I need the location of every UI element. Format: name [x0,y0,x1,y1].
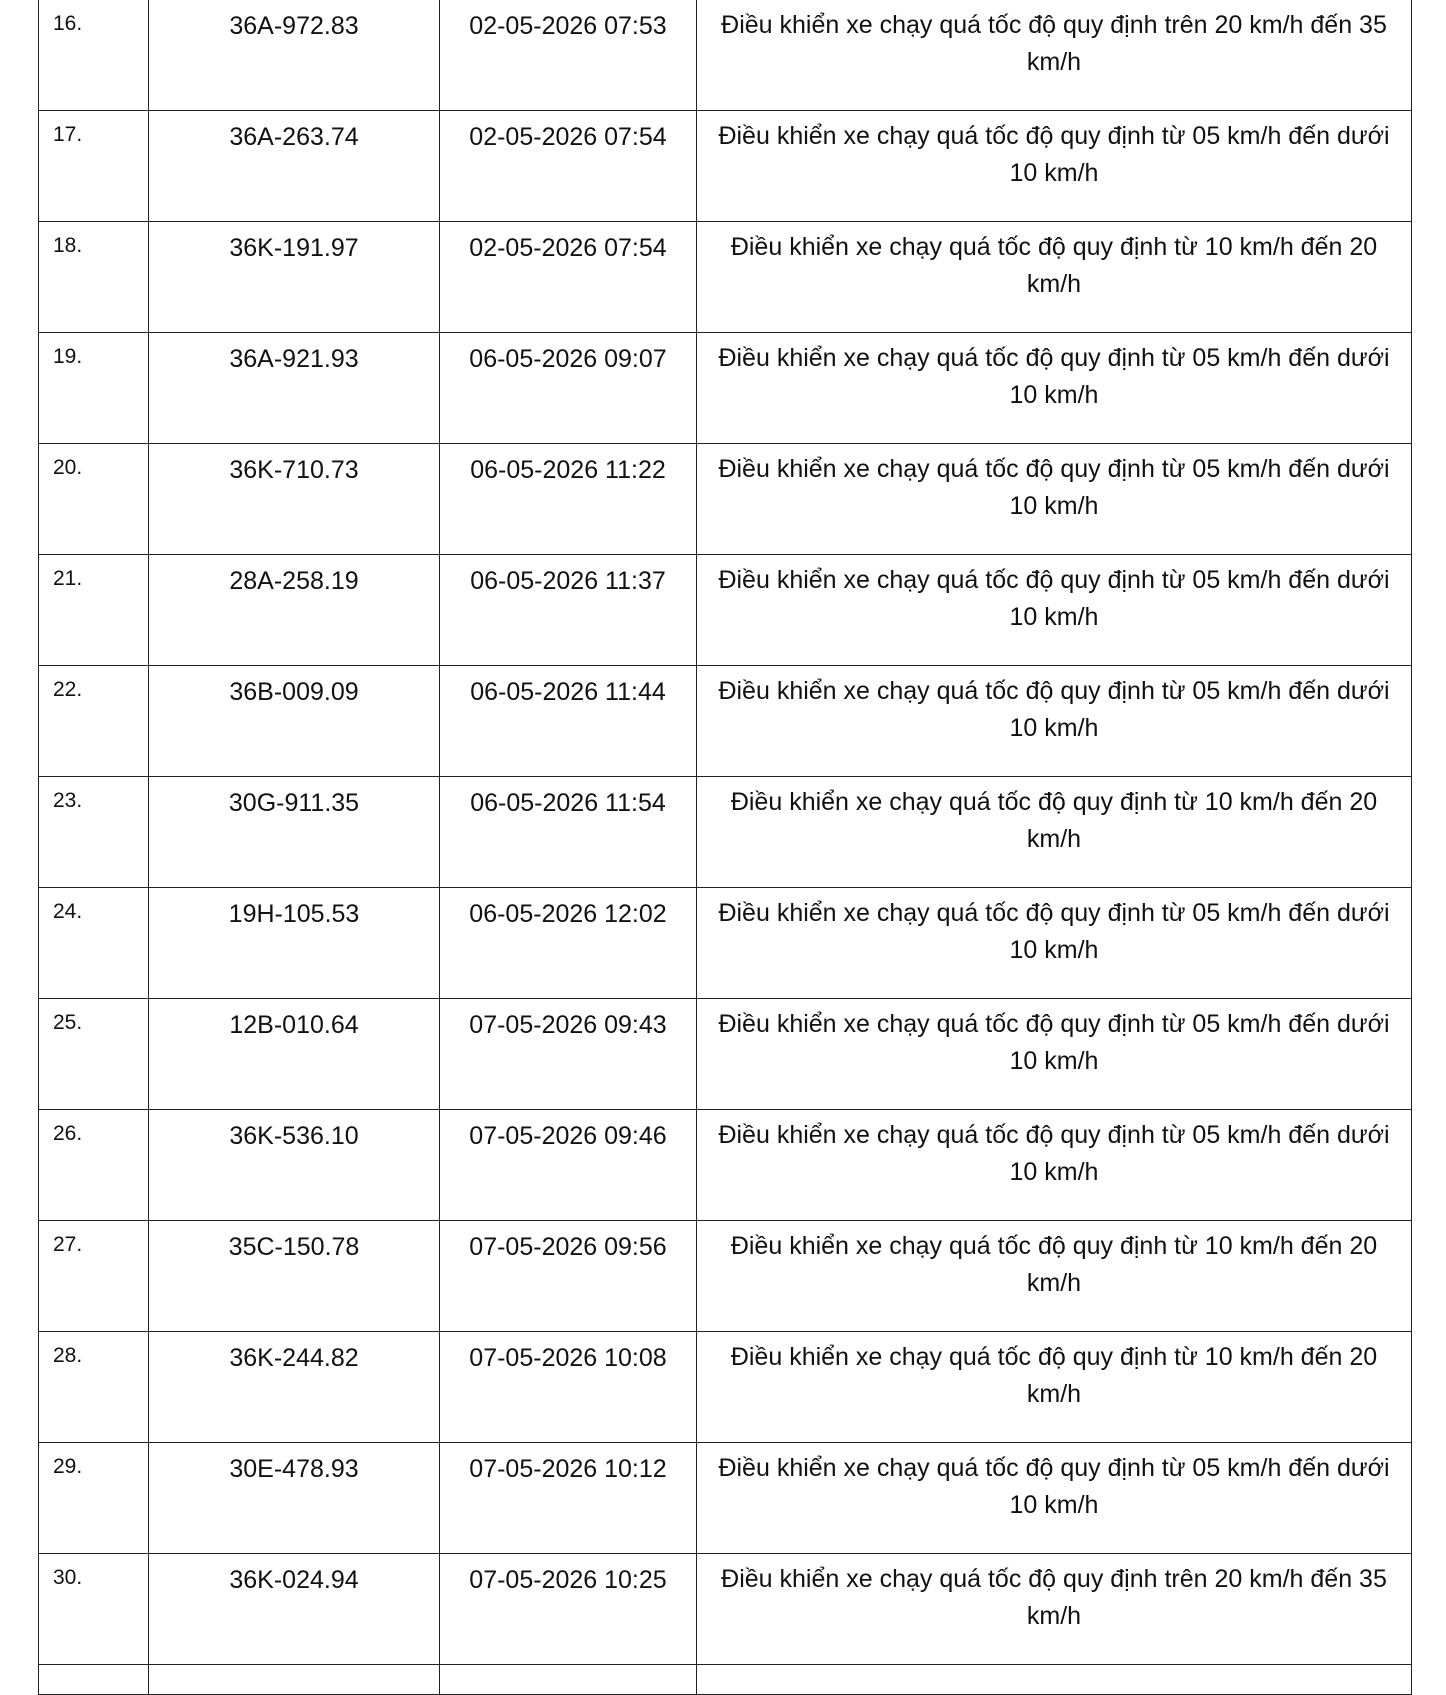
violation-time: 06-05-2026 11:44 [440,666,697,777]
row-number: 24. [39,888,149,999]
violation-description: Điều khiển xe chạy quá tốc độ quy định từ 10 km/h đến 20 km/h [697,777,1412,888]
row-number: 23. [39,777,149,888]
violation-description: Điều khiển xe chạy quá tốc độ quy định từ 05 km/h đến dưới 10 km/h [697,1110,1412,1221]
violation-description: Điều khiển xe chạy quá tốc độ quy định từ 05 km/h đến dưới 10 km/h [697,444,1412,555]
license-plate: 36B-009.09 [149,666,440,777]
table-row [39,777,1412,888]
row-number: 17. [39,111,149,222]
table-row [39,1332,1412,1443]
row-number: 16. [39,0,149,111]
violation-time: 06-05-2026 11:22 [440,444,697,555]
violation-description: Điều khiển xe chạy quá tốc độ quy định trên 20 km/h đến 35 km/h [697,1554,1412,1665]
license-plate: 30E-478.93 [149,1443,440,1554]
violation-time: 02-05-2026 07:54 [440,222,697,333]
violation-description: Điều khiển xe chạy quá tốc độ quy định từ 05 km/h đến dưới 10 km/h [697,333,1412,444]
table-row [39,1221,1412,1332]
violation-description: Điều khiển xe chạy quá tốc độ quy định từ 05 km/h đến dưới 10 km/h [697,888,1412,999]
table-row [39,1554,1412,1665]
license-plate: 28A-258.19 [149,555,440,666]
violation-time: 06-05-2026 11:37 [440,555,697,666]
violation-time: 07-05-2026 09:56 [440,1221,697,1332]
violation-time: 06-05-2026 09:07 [440,333,697,444]
violation-time: 07-05-2026 10:25 [440,1554,697,1665]
violation-time: 07-05-2026 09:46 [440,1110,697,1221]
violation-description: Điều khiển xe chạy quá tốc độ quy định từ 10 km/h đến 20 km/h [697,1332,1412,1443]
row-number: 26. [39,1110,149,1221]
license-plate: 36A-921.93 [149,333,440,444]
row-number: 20. [39,444,149,555]
violation-description: Điều khiển xe chạy quá tốc độ quy định từ 05 km/h đến dưới 10 km/h [697,555,1412,666]
row-number: 25. [39,999,149,1110]
violation-time [440,1665,697,1695]
violation-time: 07-05-2026 10:12 [440,1443,697,1554]
license-plate: 36K-024.94 [149,1554,440,1665]
violation-time: 07-05-2026 09:43 [440,999,697,1110]
table-row [39,999,1412,1110]
violation-time: 06-05-2026 12:02 [440,888,697,999]
license-plate: 19H-105.53 [149,888,440,999]
violation-table-body [39,0,1412,1695]
violation-table-container [38,0,1411,1695]
table-row [39,555,1412,666]
license-plate: 35C-150.78 [149,1221,440,1332]
violation-time: 06-05-2026 11:54 [440,777,697,888]
table-row [39,888,1412,999]
license-plate: 12B-010.64 [149,999,440,1110]
violation-description: Điều khiển xe chạy quá tốc độ quy định từ 05 km/h đến dưới 10 km/h [697,999,1412,1110]
license-plate: 36K-244.82 [149,1332,440,1443]
table-row [39,333,1412,444]
row-number: 18. [39,222,149,333]
violation-description: Điều khiển xe chạy quá tốc độ quy định từ 10 km/h đến 20 km/h [697,222,1412,333]
row-number: 19. [39,333,149,444]
violation-time: 02-05-2026 07:53 [440,0,697,111]
row-number [39,1665,149,1695]
violation-description: Điều khiển xe chạy quá tốc độ quy định từ 05 km/h đến dưới 10 km/h [697,111,1412,222]
violation-time: 02-05-2026 07:54 [440,111,697,222]
row-number: 28. [39,1332,149,1443]
table-row [39,0,1412,111]
violation-table [38,0,1412,1695]
license-plate: 30G-911.35 [149,777,440,888]
license-plate: 36A-972.83 [149,0,440,111]
license-plate: 36K-536.10 [149,1110,440,1221]
table-row [39,222,1412,333]
table-row [39,1443,1412,1554]
license-plate: 36K-191.97 [149,222,440,333]
row-number: 27. [39,1221,149,1332]
table-row [39,666,1412,777]
violation-description: Điều khiển xe chạy quá tốc độ quy định từ 05 km/h đến dưới 10 km/h [697,1443,1412,1554]
violation-description [697,1665,1412,1695]
table-row [39,1110,1412,1221]
license-plate: 36A-263.74 [149,111,440,222]
row-number: 22. [39,666,149,777]
table-row-partial [39,1665,1412,1695]
row-number: 30. [39,1554,149,1665]
violation-time: 07-05-2026 10:08 [440,1332,697,1443]
license-plate: 36K-710.73 [149,444,440,555]
row-number: 21. [39,555,149,666]
table-row [39,111,1412,222]
violation-description: Điều khiển xe chạy quá tốc độ quy định trên 20 km/h đến 35 km/h [697,0,1412,111]
license-plate [149,1665,440,1695]
violation-description: Điều khiển xe chạy quá tốc độ quy định từ 05 km/h đến dưới 10 km/h [697,666,1412,777]
violation-description: Điều khiển xe chạy quá tốc độ quy định từ 10 km/h đến 20 km/h [697,1221,1412,1332]
table-row [39,444,1412,555]
row-number: 29. [39,1443,149,1554]
